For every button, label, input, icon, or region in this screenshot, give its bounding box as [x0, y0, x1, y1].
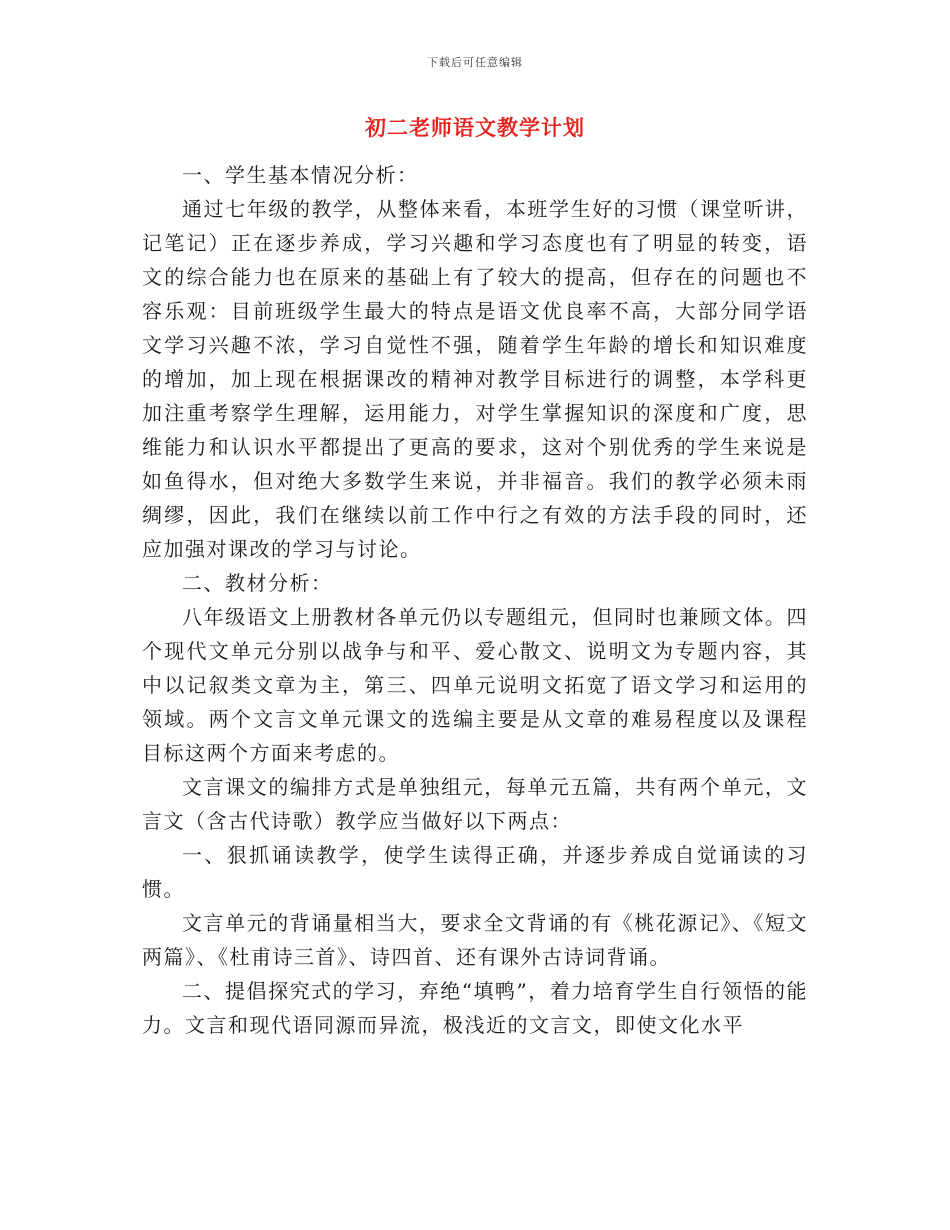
- section-heading-textbook-analysis: 二、教材分析：: [182, 571, 333, 595]
- paragraph-textbook-units: 八年级语文上册教材各单元仍以专题组元，但同时也兼顾文体。四个现代文单元分别以战争与和平、爱心散文、说明文为专题内容，其中以记叙类文章为主，第三、四单元说明文拓宽了语文学习和运用的领域。两个文言文单元课文的选编主要是从文章的难易程度以及课程目标这两个方面来考虑的。: [142, 605, 808, 765]
- paragraph-recitation: 文言单元的背诵量相当大，要求全文背诵的有《桃花源记》、《短文两篇》、《杜甫诗三首》、诗四首、还有课外古诗词背诵。: [142, 911, 808, 969]
- paragraph-point-one: 一、狠抓诵读教学，使学生读得正确，并逐步养成自觉诵读的习惯。: [142, 843, 808, 901]
- section-heading-student-analysis: 一、学生基本情况分析：: [182, 163, 419, 187]
- document-title: 初二老师语文教学计划: [365, 115, 585, 140]
- paragraph-point-two: 二、提倡探究式的学习，弃绝“填鸭”，着力培育学生自行领悟的能力。文言和现代语同源而异流，极浅近的文言文，即使文化水平: [142, 979, 808, 1037]
- paragraph-classical-arrangement: 文言课文的编排方式是单独组元，每单元五篇，共有两个单元，文言文（含古代诗歌）教学应当做好以下两点：: [142, 775, 808, 833]
- paragraph-student-analysis: 通过七年级的教学，从整体来看，本班学生好的习惯（课堂听讲，记笔记）正在逐步养成，学习兴趣和学习态度也有了明显的转变，语文的综合能力也在原来的基础上有了较大的提高，但存在的问题也不容乐观：目前班级学生最大的特点是语文优良率不高，大部分同学语文学习兴趣不浓，学习自觉性不强，随着学生年龄的增长和知识难度的增加，加上现在根据课改的精神对教学目标进行的调整，本学科更加注重考察学生理解，运用能力，对学生掌握知识的深度和广度，思维能力和认识水平都提出了更高的要求，这对个别优秀的学生来说是如鱼得水，但对绝大多数学生来说，并非福音。我们的教学必须未雨绸缪，因此，我们在继续以前工作中行之有效的方法手段的同时，还应加强对课改的学习与讨论。: [142, 197, 808, 561]
- header-note: 下载后可任意编辑: [427, 56, 523, 69]
- document-body: [142, 158, 808, 1042]
